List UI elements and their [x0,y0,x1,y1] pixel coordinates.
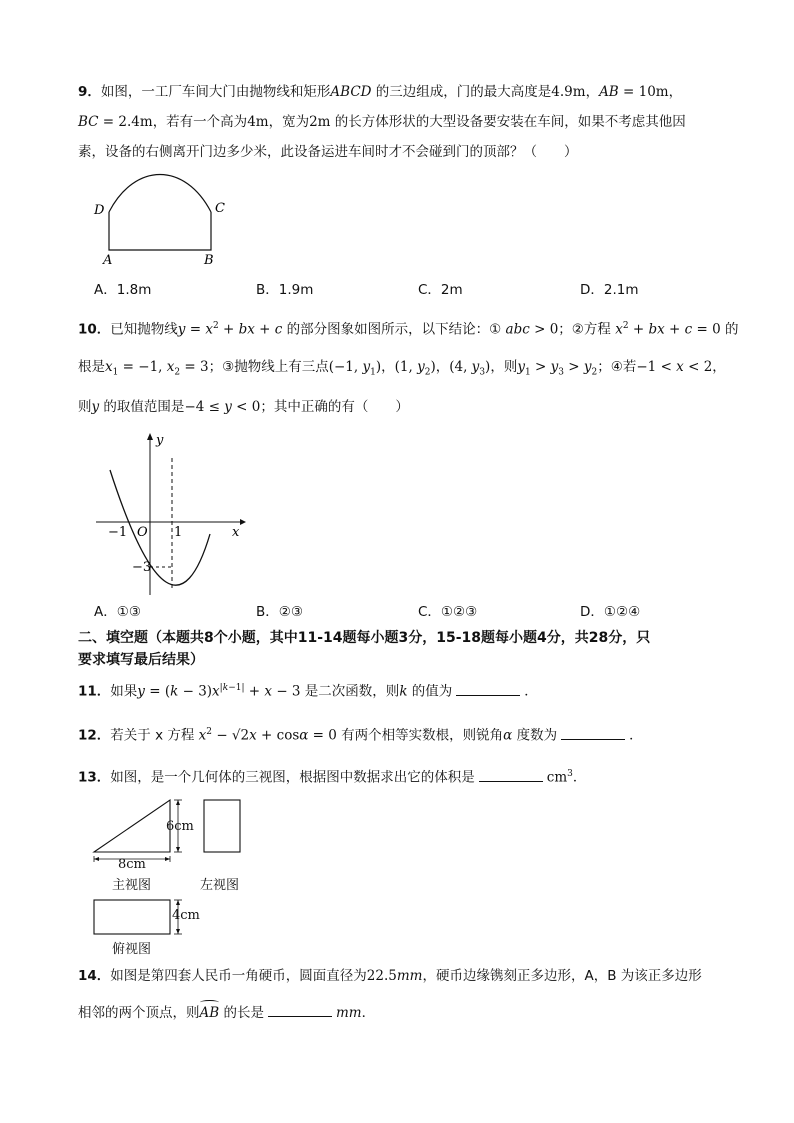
q13-line: 13．如图，是一个几何体的三视图，根据图中数据求出它的体积是 $cm^3$． [78,764,586,788]
q9-line3: 素，设备的右侧离开门边多少米，此设备运进车间时才不会碰到门的顶部？（ ） [78,144,578,160]
q10-line2: 根是$x_1 = -1$, $x_2 = 3$；③抛物线上有三点(−1, $y_1$)，(1, $y_2$)，(4, $y_3$)，则$y_1 > y_3 > y_2$；④若−1 < x < 2， [78,359,726,378]
q9-label-a: A [103,253,113,268]
q13-top-view [94,900,170,934]
q10-option-b[interactable]: B．②③ [256,604,303,620]
q10-label-o: O [137,525,148,540]
q10-line3: 则y 的取值范围是−4 ≤ y < 0；其中正确的有（ ） [78,399,409,415]
q10-line1: 10．已知抛物线$y = x^2$ + bx + c 的部分图象如图所示，以下结论：① abc > 0；②方程 $x^2$ + bx + c = 0 的 [78,321,739,338]
q10-option-a[interactable]: A．①③ [94,604,141,620]
q14-line1: 14．如图是第四套人民币一角硬币，圆面直径为22.5mm，硬币边缘镌刻正多边形，A，B 为该正多边形 [78,968,702,984]
q11-line: 11．如果$y = (k - 3)x^{|k-1|} + x - 3$ 是二次函数，则k 的值为 ． [78,678,538,702]
q10-option-d[interactable]: D．①②④ [580,604,641,620]
q9-label-d: D [94,203,105,218]
q13-label-depth: 4cm [172,908,200,923]
q13-left-view [204,800,240,852]
q10-label-neg1: −1 [108,525,128,540]
q11-answer-blank[interactable] [456,681,520,696]
q10-label-neg3: −3 [132,560,152,575]
q14-line2: 相邻的两个顶点，则AB 的长是 mm． [78,1002,375,1023]
q13-label-height: 6cm [166,819,194,834]
section2-heading-line2: 要求填写最后结果） [78,652,204,668]
q14-answer-blank[interactable] [268,1002,332,1017]
q9-option-c[interactable]: C．2m [418,282,463,298]
q9-option-d[interactable]: D．2.1m [580,282,639,298]
q9-option-b[interactable]: B．1.9m [256,282,314,298]
q13-label-width: 8cm [118,857,146,872]
q9-line1: 9．如图，一工厂车间大门由抛物线和矩形ABCD 的三边组成，门的最大高度是4.9m，AB = 10m， [78,84,683,100]
q10-figure [90,430,260,600]
q10-label-y: y [156,433,164,448]
section2-heading-line1: 二、填空题（本题共8个小题，其中11-14题每小题3分，15-18题每小题4分，共28分，只 [78,630,651,646]
q13-label-left: 左视图 [200,878,240,893]
q9-label-b: B [204,253,214,268]
q9-option-a[interactable]: A．1.8m [94,282,152,298]
q13-answer-blank[interactable] [479,767,543,782]
q10-label-one: 1 [174,525,183,540]
q12-line: 12．若关于 x 方程 $x^2 - √2x + \cos\alpha = 0$ 有两个相等实数根，则锐角α 度数为 ． [78,722,643,746]
q10-y-arrow [147,433,153,440]
q10-label-x: x [232,525,240,540]
q9-line2: BC = 2.4m，若有一个高为4m，宽为2m 的长方体形状的大型设备要安装在车间，如果不考虑其他因 [78,114,686,130]
q10-option-c[interactable]: C．①②③ [418,604,478,620]
q9-rect [109,212,211,250]
q10-x-arrow [240,519,246,525]
q13-label-top: 俯视图 [112,942,152,957]
q9-figure [90,170,250,270]
q13-front-view [94,800,170,852]
q9-label-c: C [215,201,225,216]
q9-arch [109,175,211,213]
q12-answer-blank[interactable] [561,725,625,740]
q13-label-front: 主视图 [112,878,152,893]
